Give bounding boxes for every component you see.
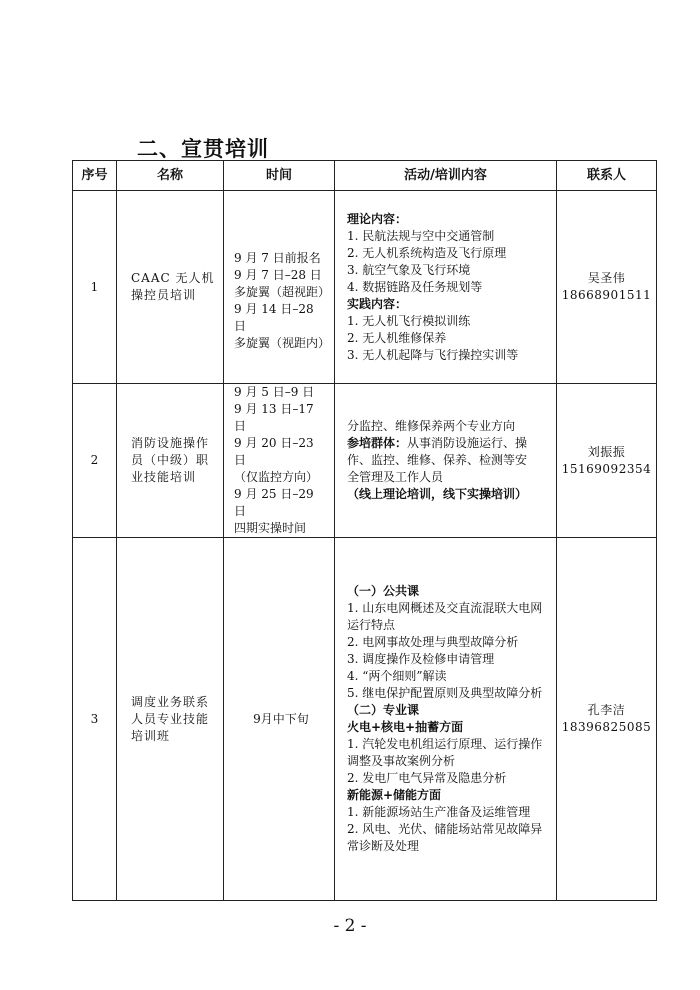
header-index: 序号 xyxy=(73,161,117,191)
row-contact xyxy=(557,538,657,901)
content-line: 4. “两个细则”解读 xyxy=(347,669,447,683)
content-line: 1. 新能源场站生产准备及运维管理 xyxy=(347,805,531,819)
content-heading: （一）公共课 xyxy=(347,584,420,598)
row-time xyxy=(224,191,335,384)
row-name: CAAC 无人机操控员培训 xyxy=(117,191,224,384)
content-heading: 实践内容： xyxy=(347,296,408,311)
contact-phone: 18396825085 xyxy=(561,720,652,734)
content-line: 3. 无人机起降与飞行操控实训等 xyxy=(347,347,519,362)
content-line: 2. 风电、光伏、储能场站常见故障异常诊断及处理 xyxy=(347,822,543,853)
content-subheading: 火电+核电+抽蓄方面 xyxy=(347,720,464,734)
content-line: 3. 航空气象及飞行环境 xyxy=(347,262,471,277)
content-text: 从事消防设施运行、操 xyxy=(407,436,528,450)
time-line: 多旋翼（视距内） xyxy=(234,336,331,350)
content-line: 4. 数据链路及任务规划等 xyxy=(347,279,483,294)
time-line: 9 月 5 日–9 日 xyxy=(234,385,315,399)
time-line: 9 月 7 日–28 日 xyxy=(234,268,322,282)
table-row xyxy=(73,191,657,384)
content-line xyxy=(347,435,550,452)
row-contact xyxy=(557,191,657,384)
time-line: 9 月 13 日–17 日 xyxy=(234,402,314,433)
training-table xyxy=(72,160,657,901)
content-note: （线上理论培训，线下实操培训） xyxy=(347,487,528,501)
content-line: 1. 汽轮发电机组运行原理、运行操作调整及事故案例分析 xyxy=(347,737,543,768)
contact-name: 刘振振 xyxy=(587,444,626,459)
contact-phone: 18668901511 xyxy=(561,288,652,302)
time-line: 四期实操时间 xyxy=(234,521,307,535)
row-index: 2 xyxy=(73,384,117,538)
contact-phone: 15169092354 xyxy=(561,461,652,476)
row-index: 1 xyxy=(73,191,117,384)
table-row xyxy=(73,384,657,538)
content-line: 作、监控、维修、保养、检测等安 xyxy=(347,453,528,467)
time-line: 多旋翼（超视距） xyxy=(234,285,331,299)
header-time: 时间 xyxy=(224,161,335,191)
content-line: 2. 无人机维修保养 xyxy=(347,330,447,345)
content-line: 2. 无人机系统构造及飞行原理 xyxy=(347,245,507,260)
time-line: 9 月 14 日–28 日 xyxy=(234,302,314,333)
row-content xyxy=(335,538,557,901)
header-name: 名称 xyxy=(117,161,224,191)
row-time xyxy=(224,384,335,538)
row-contact xyxy=(557,384,657,538)
content-line: 2. 电网事故处理与典型故障分析 xyxy=(347,635,519,649)
time-line: 9 月 20 日–23 日 xyxy=(234,436,314,467)
row-index: 3 xyxy=(73,538,117,901)
time-line: （仅监控方向） xyxy=(234,470,319,484)
header-content: 活动/培训内容 xyxy=(335,161,557,191)
table-header-row xyxy=(73,161,657,191)
content-line: 分监控、维修保养两个专业方向 xyxy=(347,419,516,433)
content-heading: 理论内容： xyxy=(347,211,408,226)
row-name: 调度业务联系人员专业技能培训班 xyxy=(117,538,224,901)
contact-name: 孔李洁 xyxy=(587,703,626,717)
content-heading: （二）专业课 xyxy=(347,703,420,717)
content-line: 3. 调度操作及检修申请管理 xyxy=(347,652,495,666)
row-name: 消防设施操作员（中级）职业技能培训 xyxy=(117,384,224,538)
table-row xyxy=(73,538,657,901)
contact-name: 吴圣伟 xyxy=(587,271,626,285)
header-contact: 联系人 xyxy=(557,161,657,191)
row-time: 9月中下旬 xyxy=(224,538,335,901)
content-line: 2. 发电厂电气异常及隐患分析 xyxy=(347,771,507,785)
row-content xyxy=(335,191,557,384)
content-label: 参培群体： xyxy=(347,436,408,450)
section-title: 二、宣贯培训 xyxy=(137,137,269,161)
content-line: 5. 继电保护配置原则及典型故障分析 xyxy=(347,686,543,700)
time-line: 9 月 25 日–29 日 xyxy=(234,487,314,518)
content-line: 全管理及工作人员 xyxy=(347,470,444,484)
page-number: - 2 - xyxy=(333,916,367,936)
time-line: 9 月 7 日前报名 xyxy=(234,251,321,265)
content-line: 1. 无人机飞行模拟训练 xyxy=(347,313,471,328)
content-subheading: 新能源+储能方面 xyxy=(347,788,442,802)
row-content xyxy=(335,384,557,538)
content-line: 1. 民航法规与空中交通管制 xyxy=(347,228,495,243)
content-line: 1. 山东电网概述及交直流混联大电网运行特点 xyxy=(347,601,543,632)
